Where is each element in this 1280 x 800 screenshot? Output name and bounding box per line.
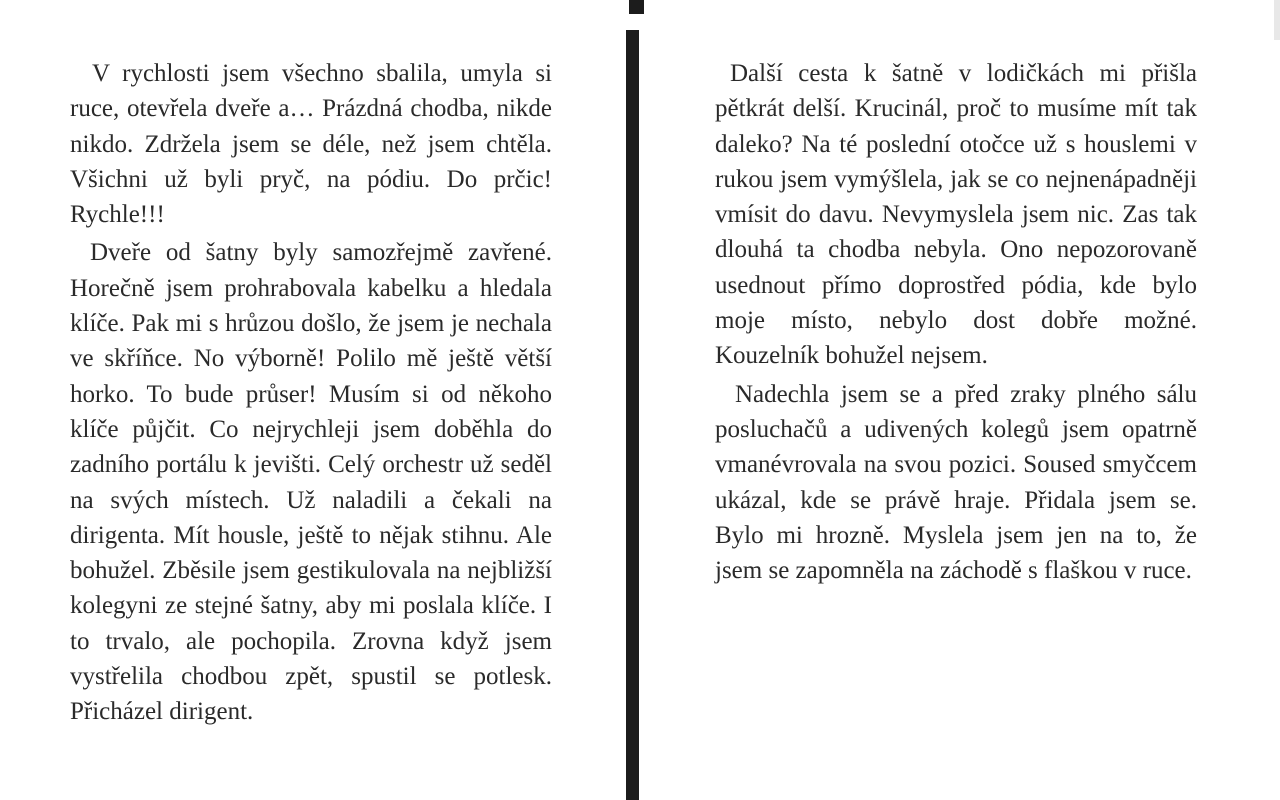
right-paragraph-2: Nadechla jsem se a před zraky plného sálu posluchačů a udivených kolegů jsem opatrně vmanévrovala na svou pozici. Soused smyčcem ukázal, kde se právě hraje. Přidala jsem se. Bylo mi hrozně. Myslela jsem jen na to, že jsem se zapomněla na záchodě s flaškou v ruce. bbox=[715, 380, 1197, 585]
page-edge bbox=[1274, 0, 1280, 40]
left-paragraph-1: V rychlosti jsem všechno sbalila, umyla si ruce, otevřela dveře a… Prázdná chodba, nikde nikdo. Zdržela jsem se déle, než jsem chtěla. Všichni už byli pryč, na pódiu. Do prčic! Rychle!!! bbox=[70, 60, 552, 229]
right-paragraph-1: Další cesta k šatně v lodičkách mi přišla pětkrát delší. Krucinál, proč to musíme mít tak daleko? Na té poslední otočce už s houslemi v rukou jsem vymýšlela, jak se co nejnenápadněji vmísit do davu. Nevymyslela jsem nic. Zas tak dlouhá ta chodba nebyla. Ono nepozorovaně usednout přímo doprostřed pódia, kde bylo moje místo, nebylo dost dobře možné. Kouzelník bohužel nejsem. bbox=[715, 60, 1197, 370]
top-divider-mark bbox=[629, 0, 644, 14]
left-page-text bbox=[70, 56, 552, 733]
left-paragraph-2: Dveře od šatny byly samozřejmě zavřené. Horečně jsem prohrabovala kabelku a hledala klíče. Pak mi s hrůzou došlo, že jsem je nechala ve skříňce. No výborně! Polilo mě ještě větší horko. To bude průser! Musím si od někoho klíče půjčit. Co nejrychleji jsem doběhla do zadního portálu k jevišti. Celý orchestr už seděl na svých místech. Už naladili a čekali na dirigenta. Mít housle, ještě to nějak stihnu. Ale bohužel. Zběsile jsem gestikulovala na nejbližší kolegyni ze stejné šatny, aby mi poslala klíče. I to trvalo, ale pochopila. Zrovna když jsem vystřelila chodbou zpět, spustil se potlesk. Přicházel dirigent. bbox=[70, 239, 552, 726]
right-page-text bbox=[715, 56, 1197, 591]
page-divider bbox=[626, 30, 639, 800]
